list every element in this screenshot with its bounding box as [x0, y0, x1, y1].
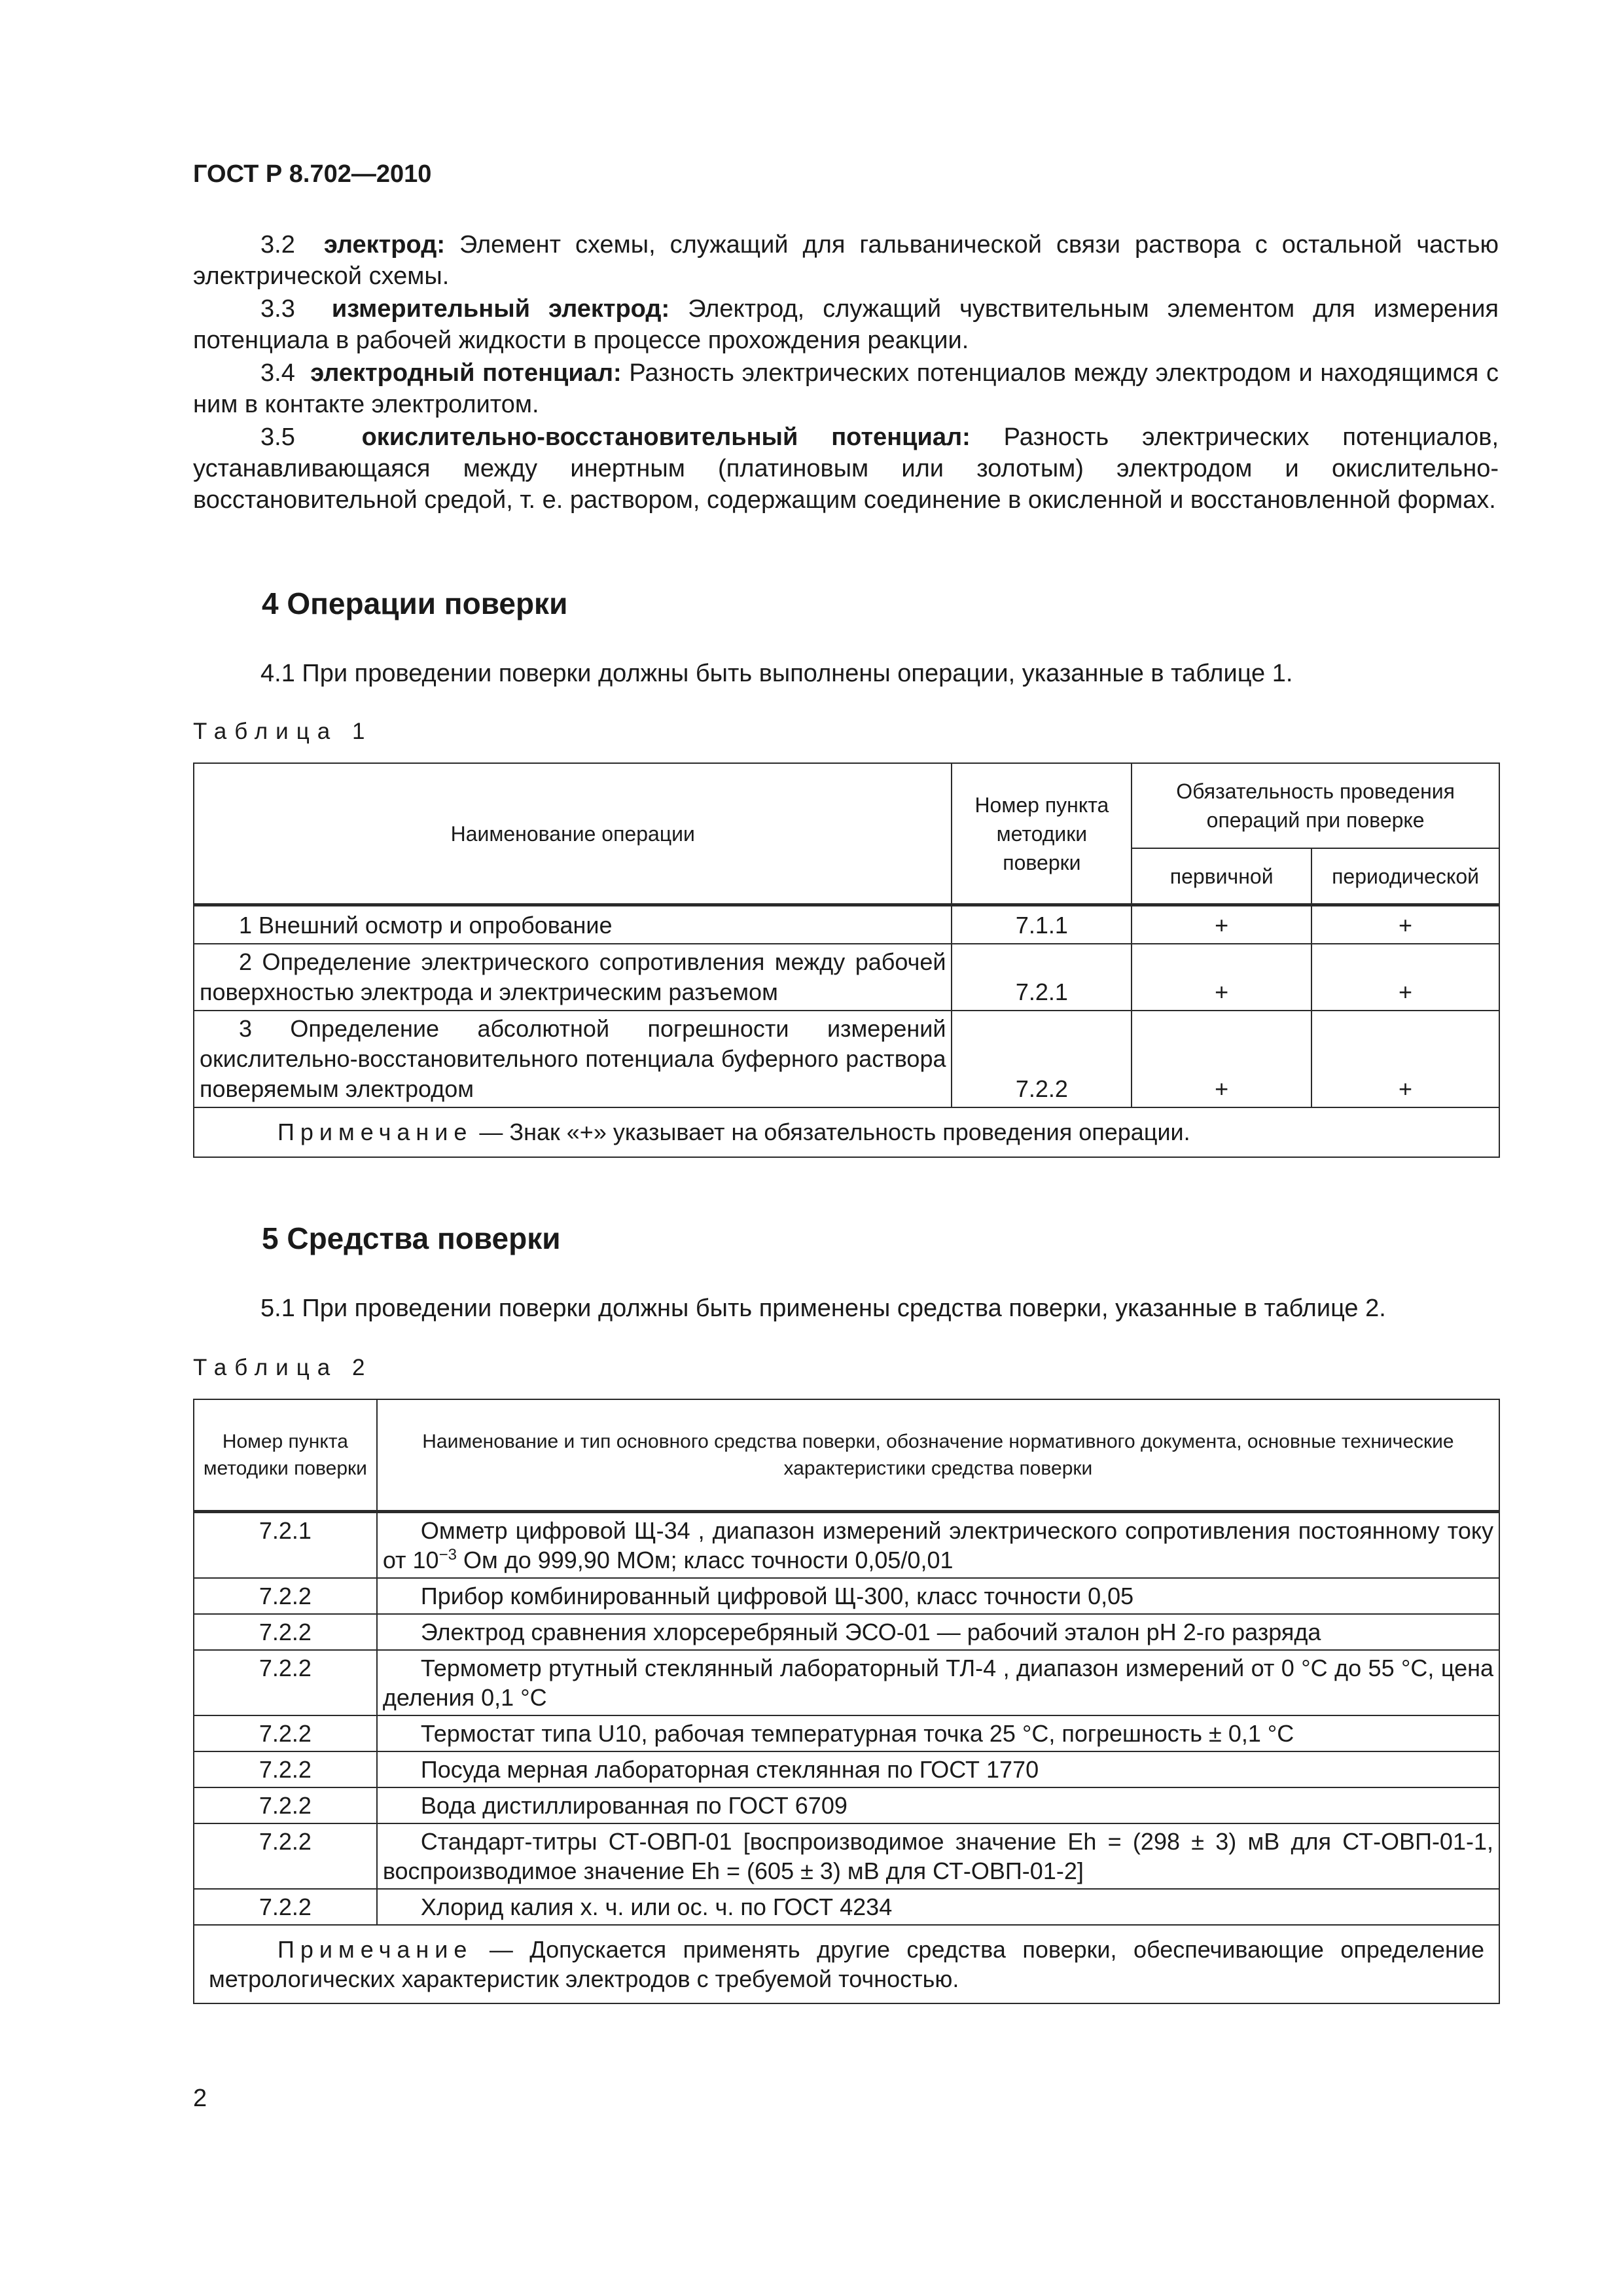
document-header: ГОСТ Р 8.702—2010: [193, 160, 432, 188]
definition-term: электрод:: [323, 231, 445, 259]
means-description: Стандарт-титры СТ-ОВП-01 [воспроизводимое значение Eh = (298 ± 3) мВ для СТ-ОВП-01-1, воспроизводимое значение Eh = (605 ± 3) мВ для СТ-ОВП-01-2]: [377, 1823, 1499, 1889]
item-number: 7.2.2: [194, 1787, 377, 1823]
header-primary: первичной: [1132, 848, 1311, 905]
table-row: [194, 1578, 1499, 1614]
definitions-list: [193, 229, 1499, 517]
definition-number: 3.4: [260, 359, 295, 387]
definition-term: измерительный электрод:: [331, 295, 670, 323]
item-number: 7.2.1: [952, 944, 1132, 1011]
definition-number: 3.5: [260, 423, 295, 451]
note-text: — Знак «+» указывает на обязательность проведения операции.: [473, 1119, 1190, 1145]
table-2-caption: Таблица 2: [193, 1355, 373, 1380]
table-row: [194, 1614, 1499, 1650]
header-mandatory: Обязательность проведения операций при поверке: [1132, 763, 1499, 848]
primary-mark: +: [1132, 905, 1311, 944]
primary-mark: +: [1132, 1011, 1311, 1107]
definition-3-5: [193, 422, 1499, 516]
item-number: 7.2.2: [194, 1751, 377, 1787]
means-description: Посуда мерная лабораторная стеклянная по ГОСТ 1770: [377, 1751, 1499, 1787]
header-item-number: Номер пункта методики поверки: [952, 763, 1132, 905]
table-row: [194, 1889, 1499, 1925]
definition-text: Разность электрических потенциалов между электродом и находящимся с ним в контакте электролитом.: [193, 359, 1499, 418]
item-number: 7.2.2: [194, 1650, 377, 1715]
section-4-paragraph: 4.1 При проведении поверки должны быть выполнены операции, указанные в таблице 1.: [260, 660, 1293, 687]
section-5-paragraph: 5.1 При проведении поверки должны быть применены средства поверки, указанные в таблице 2.: [260, 1295, 1386, 1322]
means-description: Вода дистиллированная по ГОСТ 6709: [377, 1787, 1499, 1823]
definition-number: 3.3: [260, 295, 295, 323]
means-description: Хлорид калия х. ч. или ос. ч. по ГОСТ 4234: [377, 1889, 1499, 1925]
definition-3-2: [193, 229, 1499, 292]
table-row: [194, 1512, 1499, 1579]
header-means-name: Наименование и тип основного средства поверки, обозначение нормативного документа, основные технические характеристики средства поверки: [377, 1399, 1499, 1512]
definition-text: Элемент схемы, служащий для гальванической связи раствора с остальной частью электрической схемы.: [193, 231, 1499, 290]
table-2-note: [194, 1925, 1499, 2003]
table-row: [194, 1715, 1499, 1751]
table-row: [194, 1787, 1499, 1823]
definition-number: 3.2: [260, 231, 295, 259]
note-label: Примечание: [277, 1936, 473, 1963]
definition-text: Электрод, служащий чувствительным элементом для измерения потенциала в рабочей жидкости в процессе прохождения реакции.: [193, 295, 1499, 354]
item-number: 7.1.1: [952, 905, 1132, 944]
item-number: 7.2.2: [194, 1889, 377, 1925]
means-description: Термостат типа U10, рабочая температурная точка 25 °С, погрешность ± 0,1 °С: [377, 1715, 1499, 1751]
means-description: Электрод сравнения хлорсеребряный ЭСО-01 — рабочий эталон рН 2-го разряда: [377, 1614, 1499, 1650]
item-number: 7.2.2: [194, 1578, 377, 1614]
definition-3-4: [193, 357, 1499, 420]
item-number: 7.2.2: [194, 1614, 377, 1650]
table-note-row: [194, 1107, 1499, 1157]
periodic-mark: +: [1311, 944, 1499, 1011]
primary-mark: +: [1132, 944, 1311, 1011]
verification-means-table: [193, 1399, 1500, 2004]
definition-term: электродный потенциал:: [310, 359, 622, 387]
item-number: 7.2.2: [952, 1011, 1132, 1107]
definition-term: окислительно-восстановительный потенциал:: [361, 423, 971, 451]
means-text-continued: Ом до 999,90 МОм; класс точности 0,05/0,01: [456, 1547, 954, 1573]
section-5-heading: 5 Средства поверки: [262, 1221, 561, 1255]
periodic-mark: +: [1311, 905, 1499, 944]
operation-name: 2 Определение электрического сопротивления между рабочей поверхностью электрода и электрическим разъемом: [194, 944, 952, 1011]
note-text: — Допускается применять другие средства поверки, обеспечивающие определение метрологических характеристик электродов с требуемой точностью.: [209, 1936, 1484, 1992]
table-1-caption: Таблица 1: [193, 719, 373, 744]
definition-3-3: [193, 293, 1499, 356]
item-number: 7.2.2: [194, 1715, 377, 1751]
table-row: [194, 944, 1499, 1011]
operation-name: 1 Внешний осмотр и опробование: [194, 905, 952, 944]
item-number: 7.2.2: [194, 1823, 377, 1889]
exponent: −3: [438, 1546, 457, 1564]
table-note-row: [194, 1925, 1499, 2003]
table-row: [194, 1751, 1499, 1787]
operation-name: 3 Определение абсолютной погрешности измерений окислительно-восстановительного потенциала буферного раствора поверяемым электродом: [194, 1011, 952, 1107]
means-description: [377, 1512, 1499, 1579]
definition-text: Разность электрических потенциалов, устанавливающаяся между инертным (платиновым или золотым) электродом и окислительно-восстановительной средой, т. е. раствором, содержащим соединение в окисленной и восстановленной формах.: [193, 423, 1499, 514]
periodic-mark: +: [1311, 1011, 1499, 1107]
header-item-number: Номер пункта методики поверки: [194, 1399, 377, 1512]
table-1-note: [194, 1107, 1499, 1157]
header-operation-name: Наименование операции: [194, 763, 952, 905]
table-row: [194, 905, 1499, 944]
table-row: [194, 1650, 1499, 1715]
table-row: [194, 1823, 1499, 1889]
item-number: 7.2.1: [194, 1512, 377, 1579]
means-text: Омметр цифровой Щ-34 , диапазон измерений электрического сопротивления постоянному току от 10: [382, 1517, 1493, 1573]
table-row: [194, 1011, 1499, 1107]
section-4-heading: 4 Операции поверки: [262, 586, 568, 620]
operations-table: [193, 762, 1500, 1158]
means-description: Прибор комбинированный цифровой Щ-300, класс точности 0,05: [377, 1578, 1499, 1614]
means-description: Термометр ртутный стеклянный лабораторный ТЛ-4 , диапазон измерений от 0 °С до 55 °С, цена деления 0,1 °С: [377, 1650, 1499, 1715]
note-label: Примечание: [277, 1119, 473, 1145]
page-number: 2: [193, 2085, 207, 2112]
header-periodic: периодической: [1311, 848, 1499, 905]
